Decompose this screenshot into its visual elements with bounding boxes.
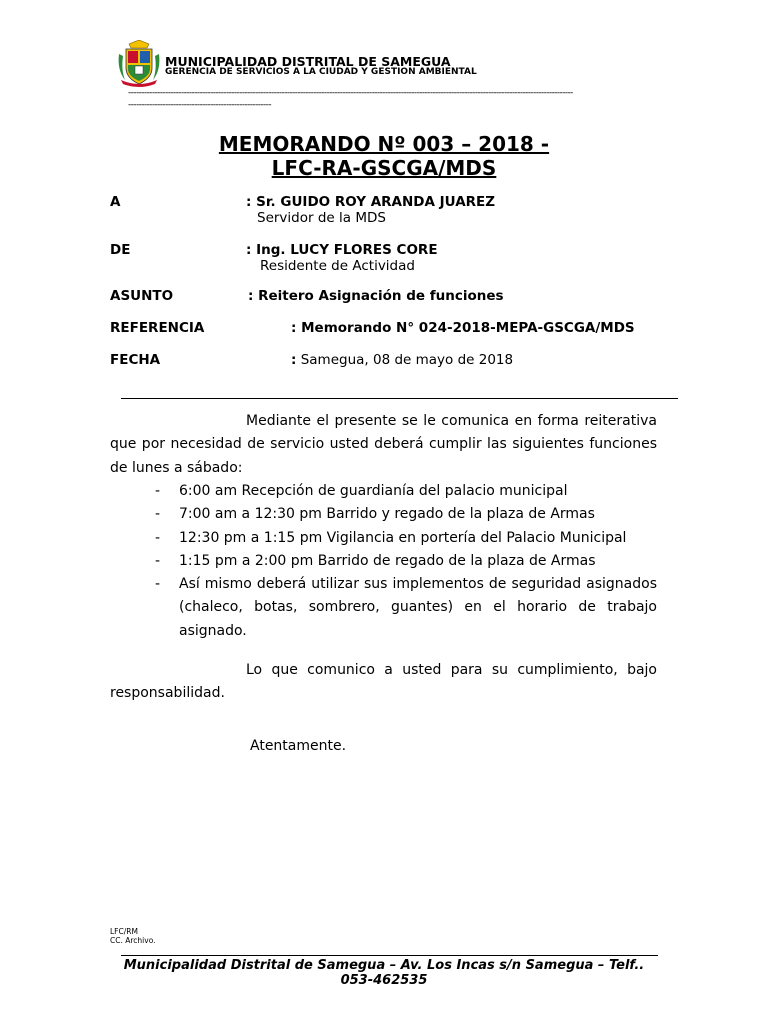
field-a-value [246, 194, 495, 210]
list-item-text: 6:00 am Recepción de guardianía del palacio municipal [179, 483, 568, 499]
field-fecha-colon: : [291, 352, 297, 368]
sign-off: Atentamente. [250, 738, 347, 754]
reference-initials [110, 927, 156, 945]
field-referencia-text: : Memorando N° 024-2018-MEPA-GSCGA/MDS [291, 320, 635, 336]
duties-list [110, 480, 657, 643]
field-fecha-label: FECHA [110, 352, 161, 368]
list-item-text: Así mismo deberá utilizar sus implementos de seguridad asignados (chaleco, botas, sombrero, guantes) en el horario de trabajo asignado. [179, 576, 657, 639]
list-item [110, 503, 657, 526]
field-asunto-value [248, 288, 504, 304]
footer-address: Municipalidad Distrital de Samegua – Av. Los Incas s/n Samegua – Telf.. 053-462535 [123, 958, 645, 988]
field-fecha-value [291, 352, 513, 368]
field-de-name: : Ing. LUCY FLORES CORE [246, 242, 438, 258]
list-item [110, 550, 657, 573]
list-item-text: 7:00 am a 12:30 pm Barrido y regado de la plaza de Armas [179, 506, 595, 523]
initials-line-1: LFC/RM [110, 927, 138, 936]
list-item-text: 12:30 pm a 1:15 pm Vigilancia en portería del Palacio Municipal [179, 529, 627, 546]
intro-paragraph [110, 410, 657, 480]
closing-paragraph [110, 659, 657, 706]
field-fecha-date: Samegua, 08 de mayo de 2018 [296, 352, 514, 368]
list-item-text: 1:15 pm a 2:00 pm Barrido de regado de la plaza de Armas [179, 552, 596, 569]
field-referencia-label: REFERENCIA [110, 320, 205, 336]
field-de-value [246, 242, 438, 258]
list-item [110, 573, 657, 643]
memo-title [110, 132, 658, 180]
org-subtitle: GERENCIA DE SERVICIOS A LA CIUDAD Y GESTION AMBIENTAL [165, 67, 477, 77]
municipality-crest-icon [117, 40, 161, 88]
memo-title-line-2: LFC-RA-GSCGA/MDS [271, 156, 497, 180]
field-asunto-text: : Reitero Asignación de funciones [248, 288, 504, 304]
section-divider [121, 398, 678, 399]
bullet-dash: - [155, 576, 161, 593]
field-referencia-value [291, 320, 635, 336]
bullet-dash: - [155, 552, 161, 569]
header-divider-1: ------------------------------------------------------------------------------------------------------------------------------------------------------------------------ [128, 88, 573, 98]
field-asunto-label: ASUNTO [110, 288, 174, 304]
list-item [110, 527, 657, 550]
field-de-label: DE [110, 242, 131, 258]
field-de-subtitle: Residente de Actividad [260, 258, 415, 274]
org-name: MUNICIPALIDAD DISTRITAL DE SAMEGUA [165, 54, 451, 69]
header-divider-2: ------------------------------------------------------ [128, 100, 271, 110]
field-a-subtitle: Servidor de la MDS [257, 210, 386, 226]
field-a-label: A [110, 194, 121, 210]
footer-divider [121, 955, 658, 956]
closing-text: Lo que comunico a usted para su cumplimiento, bajo responsabilidad. [110, 662, 657, 702]
bullet-dash: - [155, 529, 161, 546]
memo-title-line-1: MEMORANDO Nº 003 – 2018 - [218, 132, 550, 156]
initials-line-2: CC. Archivo. [110, 936, 156, 945]
intro-text: Mediante el presente se le comunica en forma reiterativa que por necesidad de servicio usted deberá cumplir las siguientes funciones de lunes a sábado: [110, 413, 657, 476]
bullet-dash: - [155, 483, 161, 499]
bullet-dash: - [155, 506, 161, 523]
list-item [110, 480, 657, 503]
field-a-name: : Sr. GUIDO ROY ARANDA JUAREZ [246, 194, 496, 210]
